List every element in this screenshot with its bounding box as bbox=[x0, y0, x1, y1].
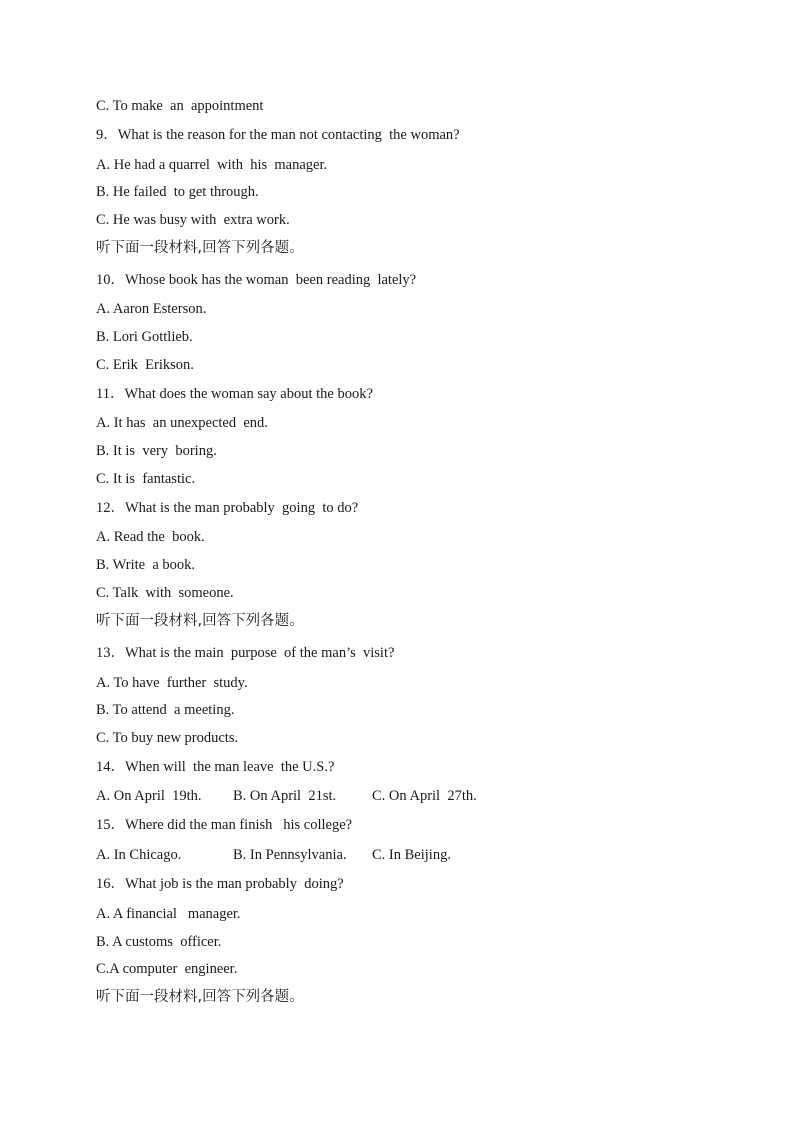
q15-option-c: C. In Beijing. bbox=[372, 847, 451, 863]
q14-option-c: C. On April 27th. bbox=[372, 788, 477, 804]
q12-option-a: A. Read the book. bbox=[96, 529, 205, 545]
q11-option-b: B. It is very boring. bbox=[96, 443, 217, 459]
q14-option-b: B. On April 21st. bbox=[233, 788, 337, 804]
q11-question: 11．What does the woman say about the book? bbox=[96, 386, 373, 402]
q13-question: 13．What is the main purpose of the man’s visit? bbox=[96, 645, 395, 661]
q9-question: 9．What is the reason for the man not contacting the woman? bbox=[96, 127, 460, 143]
q9-option-c: C. He was busy with extra work. bbox=[96, 212, 290, 228]
q12-option-b: B. Write a book. bbox=[96, 557, 196, 573]
q12-question: 12．What is the man probably going to do? bbox=[96, 500, 359, 516]
q15-option-b: B. In Pennsylvania. bbox=[233, 847, 347, 863]
section-instruction: 听下面一段材料,回答下列各题。 bbox=[96, 989, 304, 1005]
q14-question: 14．When will the man leave the U.S.? bbox=[96, 759, 335, 775]
q11-option-a: A. It has an unexpected end. bbox=[96, 415, 268, 431]
q13-option-b: B. To attend a meeting. bbox=[96, 702, 235, 718]
q11-option-c: C. It is fantastic. bbox=[96, 471, 196, 487]
q15-question: 15．Where did the man finish his college? bbox=[96, 817, 353, 833]
q14-option-a: A. On April 19th. bbox=[96, 788, 202, 804]
q15-option-a: A. In Chicago. bbox=[96, 847, 182, 863]
section-instruction: 听下面一段材料,回答下列各题。 bbox=[96, 240, 304, 256]
q9-option-b: B. He failed to get through. bbox=[96, 184, 259, 200]
q10-option-c: C. Erik Erikson. bbox=[96, 357, 194, 373]
q16-option-c: C.A computer engineer. bbox=[96, 961, 238, 977]
q13-option-a: A. To have further study. bbox=[96, 675, 248, 691]
q16-option-a: A. A financial manager. bbox=[96, 906, 241, 922]
q12-option-c: C. Talk with someone. bbox=[96, 585, 234, 601]
q10-question: 10．Whose book has the woman been reading lately? bbox=[96, 272, 417, 288]
q10-option-b: B. Lori Gottlieb. bbox=[96, 329, 193, 345]
q13-option-c: C. To buy new products. bbox=[96, 730, 239, 746]
q16-option-b: B. A customs officer. bbox=[96, 934, 222, 950]
section-instruction: 听下面一段材料,回答下列各题。 bbox=[96, 613, 304, 629]
q16-question: 16．What job is the man probably doing? bbox=[96, 876, 344, 892]
q10-option-a: A. Aaron Esterson. bbox=[96, 301, 207, 317]
q8-option-c: C. To make an appointment bbox=[96, 98, 264, 114]
q9-option-a: A. He had a quarrel with his manager. bbox=[96, 157, 328, 173]
